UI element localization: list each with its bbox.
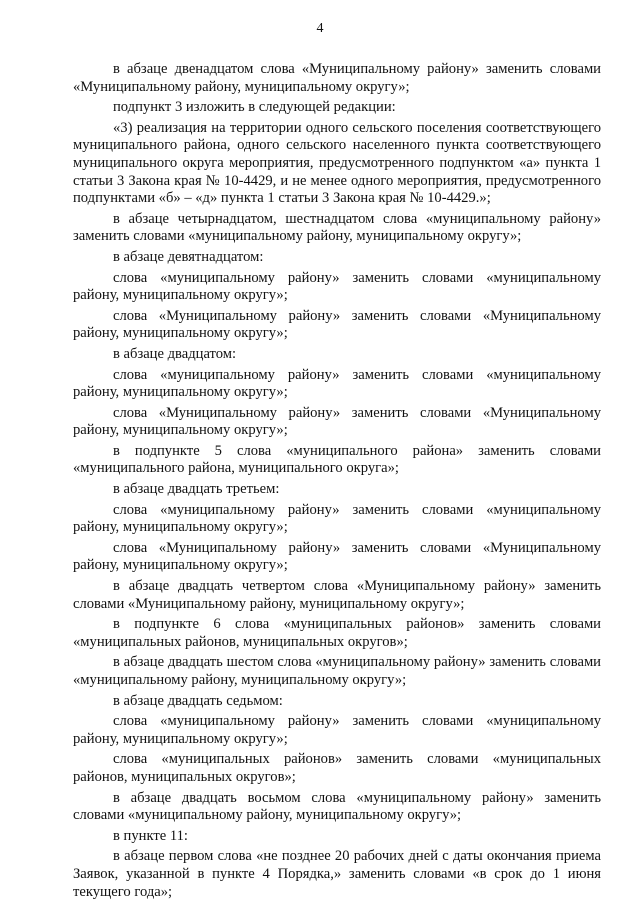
paragraph: слова «Муниципальному району» заменить словами «Муниципальному району, муниципальному округу»; [73, 539, 601, 574]
paragraph: в абзаце первом слова «не позднее 20 рабочих дней с даты окончания приема Заявок, указанной в пункте 4 Порядка,» заменить словами «в срок до 1 июня текущего года»; [73, 848, 601, 900]
document-body [73, 61, 601, 904]
paragraph: в абзаце двадцатом: [113, 345, 237, 362]
paragraph: в абзаце девятнадцатом: [113, 248, 264, 265]
paragraph: в пункте 11: [113, 827, 188, 844]
paragraph: слова «муниципальному району» заменить словами «муниципальному району, муниципальному округу»; [73, 713, 601, 747]
paragraph: слова «Муниципальному району» заменить словами «Муниципальному району, муниципальному округу»; [73, 404, 601, 439]
paragraph: подпункт 3 изложить в следующей редакции: [113, 99, 396, 116]
paragraph: слова «муниципальных районов» заменить словами «муниципальных районов, муниципальных округов»; [73, 751, 601, 785]
paragraph: в абзаце двадцать шестом слова «муниципальному району» заменить словами «муниципальному району, муниципальному округу»; [73, 654, 601, 688]
paragraph: слова «муниципальному району» заменить словами «муниципальному району, муниципальному округу»; [73, 501, 601, 536]
paragraph: слова «муниципальному району» заменить словами «муниципальному району, муниципальному округу»; [73, 269, 601, 304]
paragraph: в абзаце двадцать четвертом слова «Муниципальному району» заменить словами «Муниципальному району, муниципальному округу»; [73, 578, 601, 612]
paragraph: «3) реализация на территории одного сельского поселения соответствующего муниципального района, одного сельского населенного пункта соответствующего муниципального округа мероприятия, предусмотренного подпунктом «а» пункта 1 статьи 3 Закона края № 10-4429, и не менее одного мероприятия, предусмотренного подпунктами «б» – «д» пункта 1 статьи 3 Закона края № 10-4429.»; [73, 119, 601, 207]
page-number: 4 [316, 21, 324, 36]
paragraph: в абзаце двадцать третьем: [113, 481, 280, 498]
paragraph: в абзаце четырнадцатом, шестнадцатом слова «муниципальному району» заменить словами «муниципальному району, муниципальному округу»; [73, 210, 601, 245]
paragraph: слова «Муниципальному району» заменить словами «Муниципальному району, муниципальному округу»; [73, 307, 601, 342]
paragraph: в подпункте 6 слова «муниципальных районов» заменить словами «муниципальных районов, муниципальных округов»; [73, 616, 601, 650]
paragraph: в абзаце двадцать седьмом: [113, 692, 283, 709]
paragraph: слова «муниципальному району» заменить словами «муниципальному району, муниципальному округу»; [73, 366, 601, 401]
paragraph: в подпункте 5 слова «муниципального района» заменить словами «муниципального района, муниципального округа»; [73, 442, 601, 477]
paragraph: в абзаце двадцать восьмом слова «муниципальному району» заменить словами «муниципальному району, муниципальному округу»; [73, 789, 601, 824]
paragraph: в абзаце двенадцатом слова «Муниципальному району» заменить словами «Муниципальному району, муниципальному округу»; [73, 61, 601, 95]
